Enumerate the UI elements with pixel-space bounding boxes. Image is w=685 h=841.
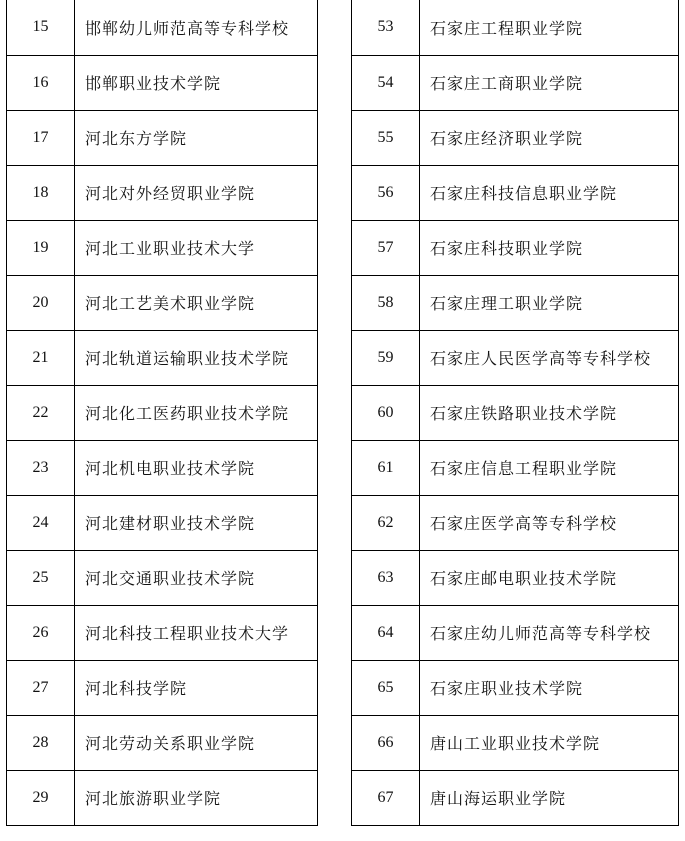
table-row [7,165,318,220]
table-row [352,495,679,550]
row-number: 24 [7,495,75,550]
table-row [352,660,679,715]
school-name: 邯郸幼儿师范高等专科学校 [75,0,318,55]
table-row [7,660,318,715]
school-name: 石家庄信息工程职业学院 [420,440,679,495]
school-name: 河北东方学院 [75,110,318,165]
school-name: 河北工艺美术职业学院 [75,275,318,330]
school-name: 河北旅游职业学院 [75,770,318,825]
table-row [7,0,318,55]
school-name: 河北工业职业技术大学 [75,220,318,275]
table-row [7,440,318,495]
row-number: 60 [352,385,420,440]
row-number: 54 [352,55,420,110]
row-number: 26 [7,605,75,660]
school-name: 河北建材职业技术学院 [75,495,318,550]
row-number: 22 [7,385,75,440]
row-number: 66 [352,715,420,770]
table-row [7,770,318,825]
row-number: 18 [7,165,75,220]
school-name: 石家庄科技信息职业学院 [420,165,679,220]
table-row [7,385,318,440]
school-name: 石家庄工程职业学院 [420,0,679,55]
row-number: 28 [7,715,75,770]
school-name: 石家庄医学高等专科学校 [420,495,679,550]
table-row [352,605,679,660]
school-name: 河北劳动关系职业学院 [75,715,318,770]
table-row [352,165,679,220]
school-name: 石家庄理工职业学院 [420,275,679,330]
school-name: 石家庄人民医学高等专科学校 [420,330,679,385]
table-row [352,550,679,605]
row-number: 53 [352,0,420,55]
table-row [7,605,318,660]
school-name: 河北化工医药职业技术学院 [75,385,318,440]
table-row [352,385,679,440]
school-name: 河北科技工程职业技术大学 [75,605,318,660]
table-row [352,770,679,825]
table-row [352,275,679,330]
row-number: 62 [352,495,420,550]
row-number: 25 [7,550,75,605]
school-name: 石家庄科技职业学院 [420,220,679,275]
table-row [352,715,679,770]
table-row [7,55,318,110]
row-number: 21 [7,330,75,385]
school-name: 石家庄工商职业学院 [420,55,679,110]
row-number: 16 [7,55,75,110]
table-row [352,440,679,495]
school-name: 石家庄职业技术学院 [420,660,679,715]
school-table-right [351,0,679,826]
row-number: 29 [7,770,75,825]
school-name: 唐山海运职业学院 [420,770,679,825]
table-row [7,495,318,550]
school-name: 石家庄铁路职业技术学院 [420,385,679,440]
school-table-left [6,0,318,826]
table-row [7,275,318,330]
school-name: 石家庄幼儿师范高等专科学校 [420,605,679,660]
table-row [352,330,679,385]
row-number: 58 [352,275,420,330]
table-row [352,0,679,55]
row-number: 27 [7,660,75,715]
row-number: 19 [7,220,75,275]
row-number: 57 [352,220,420,275]
table-row [7,110,318,165]
table-row [352,220,679,275]
row-number: 59 [352,330,420,385]
school-name: 石家庄经济职业学院 [420,110,679,165]
row-number: 67 [352,770,420,825]
table-row [7,715,318,770]
row-number: 65 [352,660,420,715]
row-number: 63 [352,550,420,605]
school-name: 河北对外经贸职业学院 [75,165,318,220]
row-number: 56 [352,165,420,220]
school-name: 河北机电职业技术学院 [75,440,318,495]
school-name: 河北科技学院 [75,660,318,715]
row-number: 15 [7,0,75,55]
school-name: 石家庄邮电职业技术学院 [420,550,679,605]
row-number: 61 [352,440,420,495]
row-number: 17 [7,110,75,165]
table-row [7,550,318,605]
row-number: 20 [7,275,75,330]
table-row [7,220,318,275]
row-number: 64 [352,605,420,660]
school-name: 邯郸职业技术学院 [75,55,318,110]
table-row [352,55,679,110]
table-row [352,110,679,165]
school-name: 河北轨道运输职业技术学院 [75,330,318,385]
school-name: 河北交通职业技术学院 [75,550,318,605]
row-number: 23 [7,440,75,495]
school-name: 唐山工业职业技术学院 [420,715,679,770]
row-number: 55 [352,110,420,165]
table-row [7,330,318,385]
